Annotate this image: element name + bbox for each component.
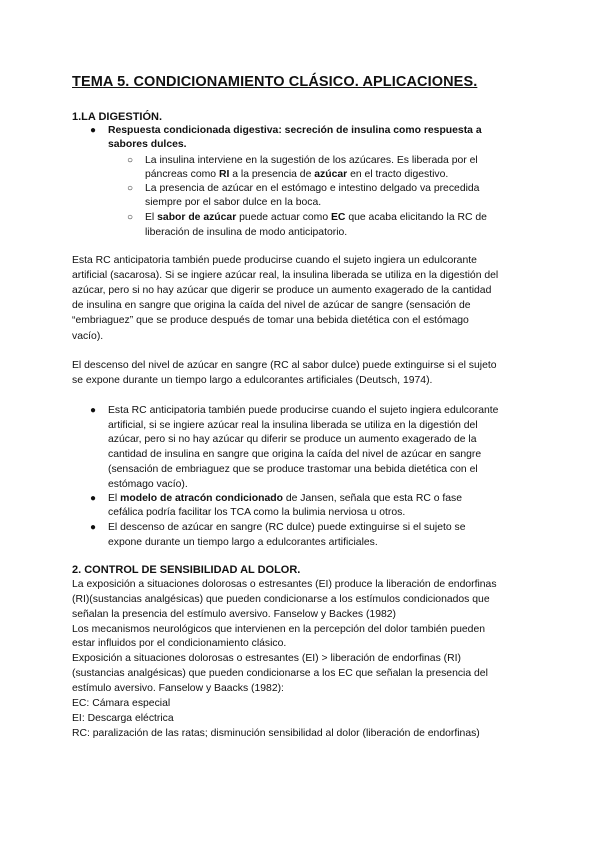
- bullet-dot-icon: ●: [90, 405, 97, 416]
- section-2-heading: 2. CONTROL DE SENSIBILIDAD AL DOLOR.: [72, 564, 301, 576]
- list-item-line: cantidad de insulina en sangre que origina la caída del nivel de azúcar en sangre: [108, 449, 482, 460]
- paragraph-line: vacío).: [72, 331, 104, 342]
- paragraph-line: (RI)(sustancias analgésicas) que pueden condicionarse a los estímulos condicionados que: [72, 594, 490, 605]
- list-item-line: El modelo de atracón condicionado de Jansen, señala que esta RC o fase: [108, 493, 463, 504]
- paragraph-line: Esta RC anticipatoria también puede producirse cuando el sujeto ingiera un edulcorante: [72, 255, 477, 266]
- list-item-line: estómago vacío).: [108, 479, 188, 490]
- bullet-text: Respuesta condicionada digestiva: secreción de insulina como respuesta a: [108, 125, 482, 136]
- paragraph-line: Los mecanismos neurológicos que intervienen en la percepción del dolor también pueden: [72, 624, 486, 635]
- circle-bullet-icon: ○: [127, 183, 134, 194]
- sub-bullet-text: La insulina interviene en la sugestión de los azúcares. Es liberada por el: [145, 155, 478, 166]
- list-item-line: El descenso de azúcar en sangre (RC dulce) puede extinguirse si el sujeto se: [108, 522, 466, 533]
- sub-bullet-text: La presencia de azúcar en el estómago e intestino delgado va precedida: [145, 183, 480, 194]
- list-item-line: artificial, si se ingiere azúcar real la insulina liberada se utiliza en la digestión del: [108, 420, 478, 431]
- sub-bullet-text: El sabor de azúcar puede actuar como EC que acaba elicitando la RC de: [145, 212, 487, 223]
- paragraph-line: azúcar, pero si no hay azúcar que digerir se produce un aumento exagerado de la cantidad: [72, 285, 492, 296]
- paragraph-line: Exposición a situaciones dolorosas o estresantes (EI) > liberación de endorfinas (RI): [72, 653, 461, 664]
- sub-bullet-text: liberación de insulina de modo anticipatorio.: [145, 227, 348, 238]
- section-1-heading: 1.LA DIGESTIÓN.: [72, 111, 163, 123]
- paragraph-line: EI: Descarga eléctrica: [72, 713, 174, 724]
- paragraph-line: señalan la presencia del estímulo aversivo. Fanselow y Backes (1982): [72, 609, 397, 620]
- paragraph-line: EC: Cámara especial: [72, 698, 171, 709]
- bullet-dot-icon: ●: [90, 493, 97, 504]
- list-item-line: expone durante un tiempo largo a edulcorantes artificiales.: [108, 537, 378, 548]
- paragraph-line: estímulo aversivo. Fanselow y Baacks (1982):: [72, 683, 284, 694]
- circle-bullet-icon: ○: [127, 155, 134, 166]
- paragraph-line: La exposición a situaciones dolorosas o estresantes (EI) produce la liberación de endorfinas: [72, 579, 497, 590]
- sub-bullet-text: páncreas como RI a la presencia de azúcar en el tracto digestivo.: [145, 169, 449, 180]
- list-item-line: Esta RC anticipatoria también puede producirse cuando el sujeto ingiera edulcorante: [108, 405, 499, 416]
- paragraph-line: “embriaguez” que se produce después de tomar una bebida dietética con el estómago: [72, 315, 469, 326]
- bullet-text: sabores dulces.: [108, 139, 187, 150]
- paragraph-line: artificial (sacarosa). Si se ingiere azúcar real, la insulina liberada se utiliza en la digestión del: [72, 270, 499, 281]
- paragraph-line: se expone durante un tiempo largo a edulcorantes artificiales (Deutsch, 1974).: [72, 375, 433, 386]
- paragraph-line: de insulina en sangre que origina la caída del nivel de azúcar de sangre (sensación de: [72, 300, 471, 311]
- circle-bullet-icon: ○: [127, 212, 134, 223]
- paragraph-line: estar influidos por el condicionamiento clásico.: [72, 638, 287, 649]
- page-title: TEMA 5. CONDICIONAMIENTO CLÁSICO. APLICACIONES.: [72, 74, 478, 90]
- list-item-line: azúcar, pero si no hay azúcar qu diferir se produce un aumento exagerado de la: [108, 434, 477, 445]
- paragraph-line: RC: paralización de las ratas; disminución sensibilidad al dolor (liberación de endorfinas): [72, 728, 480, 739]
- list-item-line: cefálica podría facilitar los TCA como la bulimia nerviosa u otros.: [108, 507, 406, 518]
- bullet-dot-icon: ●: [90, 125, 97, 136]
- paragraph-line: (sustancias analgésicas) que pueden condicionarse a los EC que señalan la presencia del: [72, 668, 488, 679]
- paragraph-line: El descenso del nivel de azúcar en sangre (RC al sabor dulce) puede extinguirse si el sujeto: [72, 360, 497, 371]
- list-item-line: (sensación de embriaguez que se produce trastomar una bebida dietética con el: [108, 464, 478, 475]
- sub-bullet-text: siempre por el sabor dulce en la boca.: [145, 197, 322, 208]
- bullet-dot-icon: ●: [90, 522, 97, 533]
